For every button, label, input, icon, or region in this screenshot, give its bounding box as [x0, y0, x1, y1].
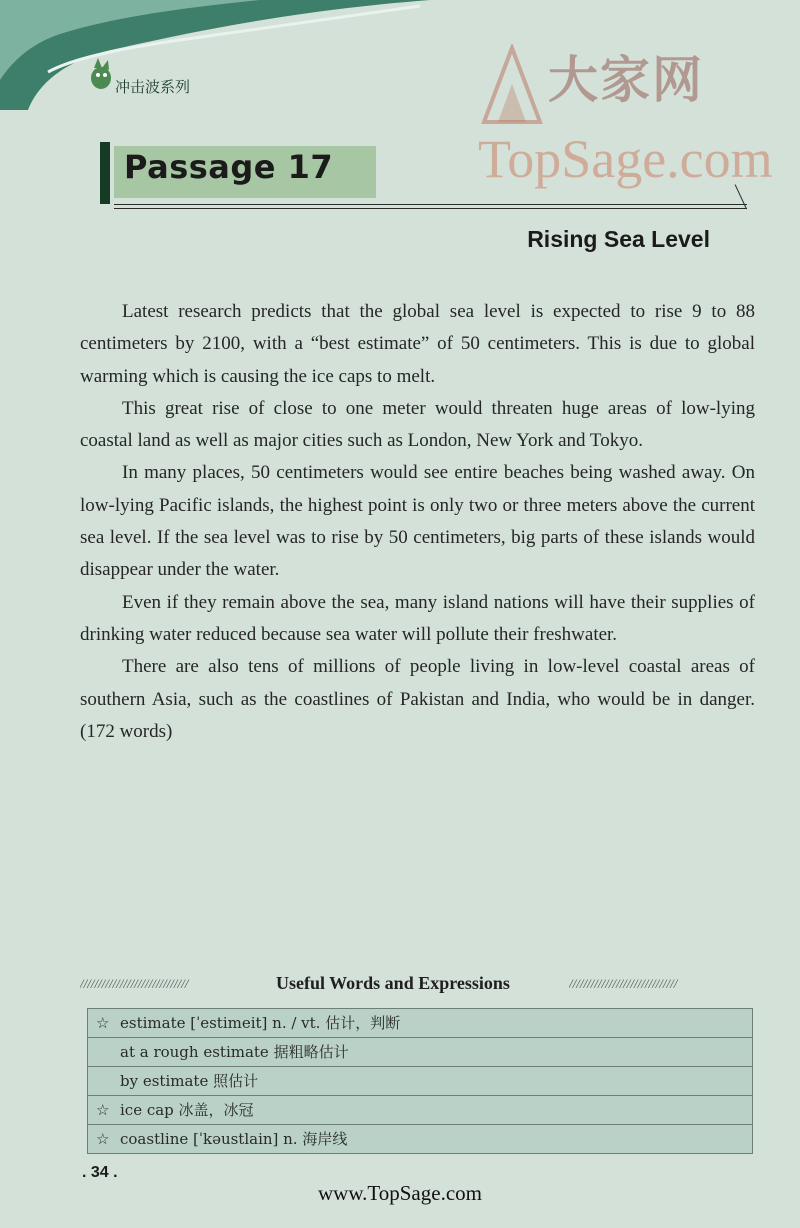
series-label: 冲击波系列 — [115, 78, 191, 96]
paragraph: In many places, 50 centimeters would see entire beaches being washed away. On low-lying Pacific islands, the highest point is only two or three meters above the current sea level. If the sea level was to rise by 50 centimeters, big parts of these islands would disappear under the water. — [80, 462, 755, 581]
star-icon: ☆ — [96, 1101, 110, 1119]
vocab-entry: at a rough estimate 据粗略估计 — [120, 1043, 349, 1061]
useful-words-box — [87, 1008, 753, 1154]
article-body — [80, 296, 755, 748]
watermark-chinese: 大家网 — [548, 51, 704, 109]
vocab-row — [88, 1038, 752, 1067]
header-rule-secondary — [114, 208, 747, 209]
footer-url[interactable]: www.TopSage.com — [318, 1181, 482, 1205]
star-icon: ☆ — [96, 1014, 110, 1032]
vocab-row — [88, 1125, 752, 1153]
page-number: . 34 . — [82, 1164, 118, 1181]
header-rule — [114, 204, 747, 205]
heading-divider-left: ////////////////////////////// — [80, 976, 189, 991]
paragraph: Even if they remain above the sea, many island nations will have their supplies of drinking water reduced because sea water will pollute their freshwater. — [80, 591, 755, 645]
vocab-entry: estimate [ˈestimeit] n. / vt. 估计，判断 — [120, 1014, 401, 1032]
passage-accent-bar — [100, 142, 110, 204]
article-title: Rising Sea Level — [527, 226, 710, 252]
vocab-row — [88, 1096, 752, 1125]
passage-number: Passage 17 — [124, 148, 334, 186]
paragraph: There are also tens of millions of people living in low-level coastal areas of southern Asia, such as the coastlines of Pakistan and India, who would be in danger. (172 words) — [80, 656, 755, 742]
heading-divider-right: ////////////////////////////// — [569, 976, 678, 991]
vocab-entry: coastline [ˈkəustlain] n. 海岸线 — [120, 1130, 348, 1148]
paragraph: This great rise of close to one meter would threaten huge areas of low-lying coastal land as well as major cities such as London, New York and Tokyo. — [80, 397, 755, 452]
mascot-icon — [86, 58, 116, 92]
vocab-row — [88, 1009, 752, 1038]
vocab-row — [88, 1067, 752, 1096]
star-icon: ☆ — [96, 1130, 110, 1148]
vocab-entry: ice cap 冰盖，冰冠 — [120, 1101, 254, 1119]
paragraph: Latest research predicts that the global sea level is expected to rise 9 to 88 centimeters by 2100, with a “best estimate” of 50 centimeters. This is due to global warming which is causing the ice caps to melt. — [80, 301, 755, 387]
useful-words-heading — [80, 970, 755, 998]
vocab-entry: by estimate 照估计 — [120, 1072, 259, 1090]
useful-words-title: Useful Words and Expressions — [276, 973, 510, 993]
topsage-logo-icon — [478, 44, 546, 124]
watermark-english: TopSage.com — [478, 129, 773, 189]
